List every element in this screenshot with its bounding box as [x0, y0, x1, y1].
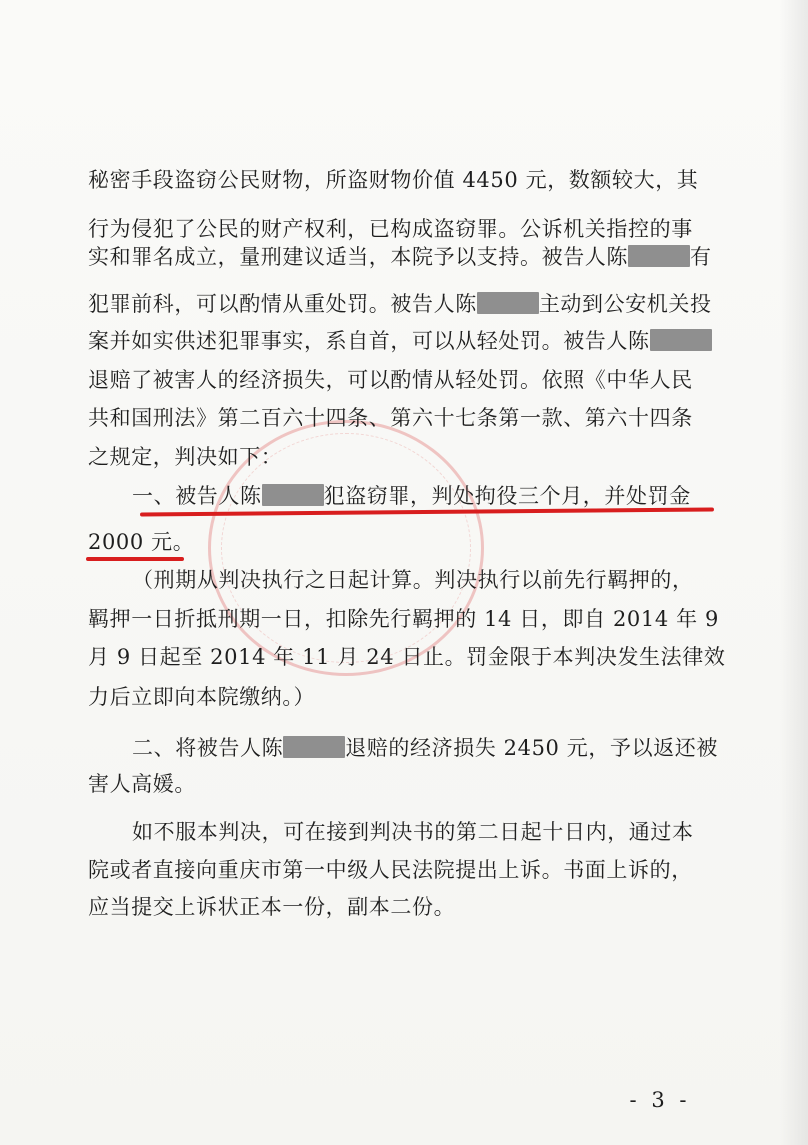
text-line-8: 之规定，判决如下：	[88, 445, 283, 469]
redacted-name	[650, 329, 712, 351]
text-line-16: 害人高媛。	[88, 772, 196, 796]
text-line-6: 退赔了被害人的经济损失，可以酌情从轻处罚。依照《中华人民	[88, 368, 693, 392]
judgment-item-2: 二、将被告人陈 退赔的经济损失 2450 元，予以返还被	[132, 736, 718, 760]
redacted-name	[628, 245, 690, 267]
page-edge-shadow	[780, 0, 808, 1145]
text-line-14: 力后立即向本院缴纳。）	[88, 685, 316, 709]
page-number: - 3 -	[629, 1088, 691, 1112]
redacted-name	[477, 292, 539, 314]
text-line-13: 月 9 日起至 2014 年 11 月 24 日止。罚金限于本判决发生法律效	[88, 645, 726, 669]
redacted-name	[283, 736, 345, 758]
redacted-name	[262, 484, 324, 506]
text-line-1: 秘密手段盗窃公民财物，所盗财物价值 4450 元，数额较大，其	[88, 168, 699, 192]
text-line-11: （刑期从判决执行之日起计算。判决执行以前先行羁押的，	[132, 568, 694, 592]
appeal-notice: 如不服本判决，可在接到判决书的第二日起十日内，通过本	[132, 820, 694, 844]
text-line-4: 犯罪前科，可以酌情从重处罚。被告人陈 主动到公安机关投	[88, 292, 712, 316]
text-line-19: 应当提交上诉状正本一份，副本二份。	[88, 895, 456, 919]
text-line-3: 实和罪名成立，量刑建议适当，本院予以支持。被告人陈 有	[88, 245, 712, 269]
text-line-18: 院或者直接向重庆市第一中级人民法院提出上诉。书面上诉的，	[88, 858, 693, 882]
text-line-12: 羁押一日折抵刑期一日，扣除先行羁押的 14 日，即自 2014 年 9	[88, 607, 719, 631]
text-line-2: 行为侵犯了公民的财产权利，已构成盗窃罪。公诉机关指控的事	[88, 217, 693, 241]
text-line-fine-amount: 2000 元。	[88, 530, 195, 554]
text-line-7: 共和国刑法》第二百六十四条、第六十七条第一款、第六十四条	[88, 406, 693, 430]
judgment-item-1: 一、被告人陈 犯盗窃罪，判处拘役三个月，并处罚金	[132, 484, 691, 508]
red-underline-annotation	[86, 557, 184, 561]
text-line-5: 案并如实供述犯罪事实，系自首，可以从轻处罚。被告人陈	[88, 327, 720, 355]
